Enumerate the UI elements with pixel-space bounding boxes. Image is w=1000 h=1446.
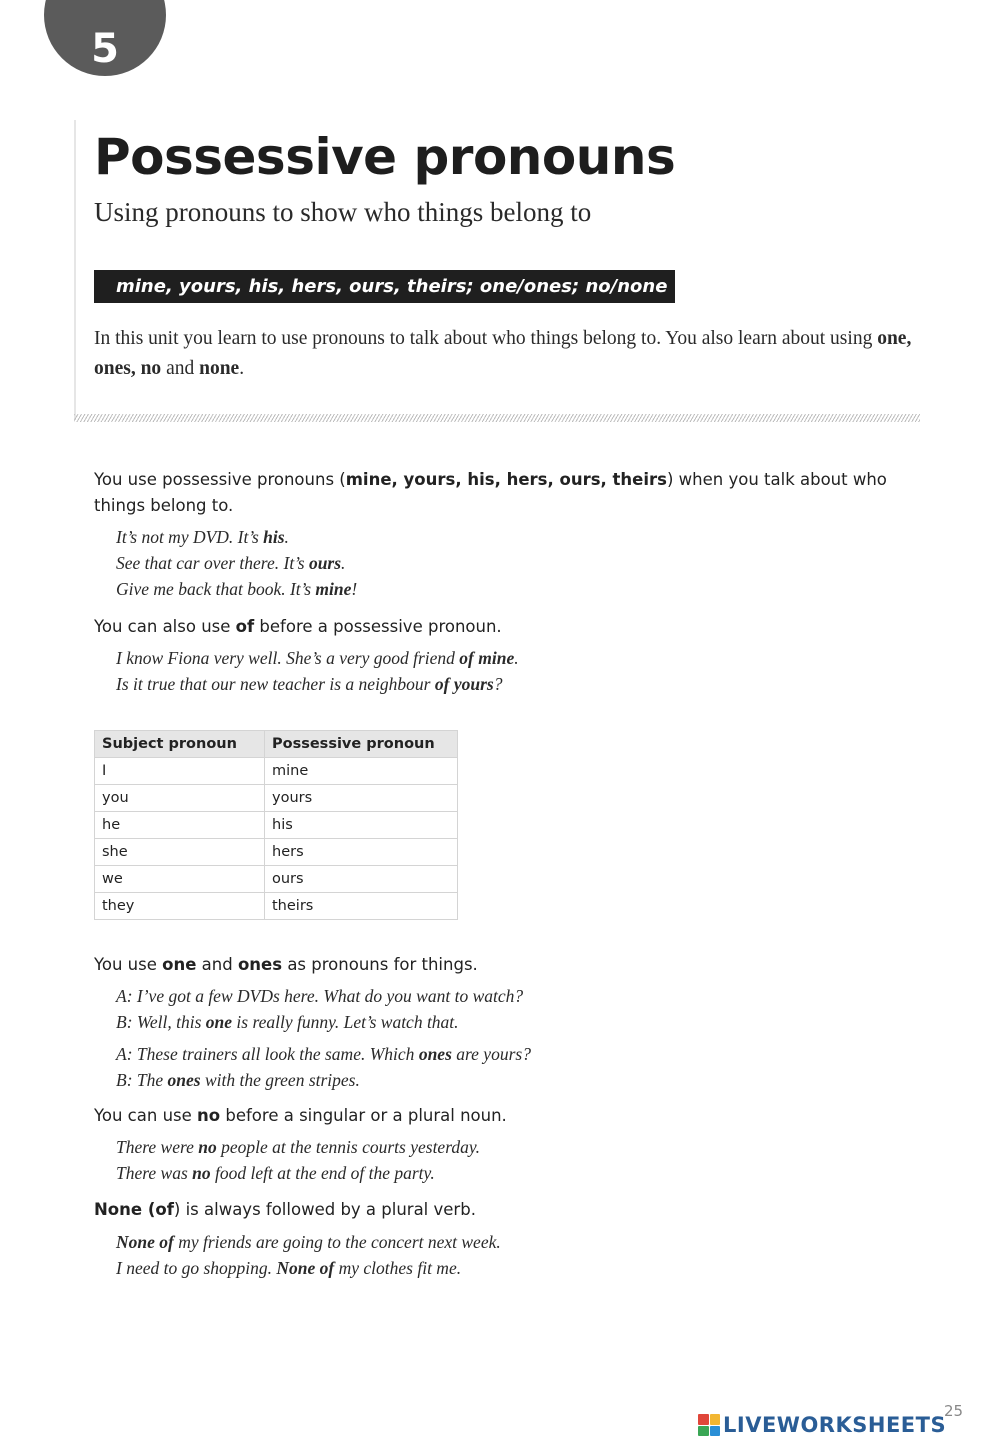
example-text: A: I’ve got a few DVDs here. What do you want to watch?: [116, 986, 524, 1006]
example-bold: one: [205, 1012, 233, 1032]
example-text: See that car over there. It’s: [116, 553, 309, 573]
rule-text: You use possessive pronouns (: [94, 470, 346, 489]
unit-badge: [44, 0, 166, 76]
rule-bold: ones: [237, 955, 283, 974]
table-row: [95, 758, 458, 785]
table-cell: we: [95, 866, 265, 893]
example-bold: ones: [418, 1044, 452, 1064]
table-cell: yours: [265, 785, 458, 812]
intro-text: In this unit you learn to use pronouns to talk about who things belong to. You also learn about using: [94, 328, 878, 349]
logo-square: [710, 1414, 721, 1425]
rule-of-possessive: [94, 614, 502, 640]
rule-text: You can also use: [94, 617, 236, 636]
table-cell: they: [95, 893, 265, 920]
table-cell: you: [95, 785, 265, 812]
rule-text: ) when you talk about who things belong to.: [94, 470, 887, 515]
rule-text: is always followed by a plural verb.: [180, 1200, 476, 1219]
example-line: [116, 1255, 461, 1281]
rule-text: You can use: [94, 1106, 198, 1125]
example-bold: of mine: [459, 648, 515, 668]
example-line: [116, 645, 519, 671]
rule-text: as pronouns for things.: [282, 955, 478, 974]
topic-banner: mine, yours, his, hers, ours, theirs; one/ones; no/none: [94, 270, 675, 303]
logo-square: [710, 1426, 721, 1437]
example-line: [116, 576, 357, 602]
unit-number: 5: [91, 26, 119, 72]
logo-square: [698, 1426, 709, 1437]
rule-bold: one: [162, 955, 197, 974]
example-text: food left at the end of the party.: [210, 1163, 435, 1183]
example-text: ?: [493, 674, 503, 694]
table-cell: ours: [265, 866, 458, 893]
example-line: [116, 524, 289, 550]
rule-bold: mine, yours, his, hers, ours, theirs: [345, 470, 667, 489]
table-cell: his: [265, 812, 458, 839]
example-text: is really funny. Let’s watch that.: [232, 1012, 459, 1032]
intro-text: and: [161, 358, 200, 379]
logo-icon: [698, 1414, 720, 1436]
rule-text: before a singular or a plural noun.: [220, 1106, 507, 1125]
rule-text: before a possessive pronoun.: [254, 617, 502, 636]
table-cell: hers: [265, 839, 458, 866]
rule-text: ): [173, 1200, 181, 1219]
logo-square: [698, 1414, 709, 1425]
example-line: [116, 1229, 501, 1255]
table-header: Possessive pronoun: [265, 731, 458, 758]
table-cell: he: [95, 812, 265, 839]
logo-text: LIVEWORKSHEETS: [723, 1413, 947, 1437]
example-text: with the green stripes.: [200, 1070, 360, 1090]
page-number: 25: [944, 1402, 964, 1420]
table-cell: I: [95, 758, 265, 785]
example-line: [116, 1160, 435, 1186]
example-line: [116, 983, 523, 1009]
pronoun-table: [94, 730, 458, 920]
example-text: .: [284, 527, 289, 547]
example-text: .: [341, 553, 346, 573]
table-row: [95, 812, 458, 839]
example-bold: ones: [167, 1070, 201, 1090]
page-title: Possessive pronouns: [94, 128, 676, 186]
table-row: [95, 866, 458, 893]
example-text: A: These trainers all look the same. Which: [116, 1044, 419, 1064]
table-header-row: [95, 731, 458, 758]
table-cell: theirs: [265, 893, 458, 920]
example-bold: None of: [116, 1232, 174, 1252]
example-line: [116, 671, 502, 697]
example-line: [116, 1067, 360, 1093]
table-cell: she: [95, 839, 265, 866]
example-text: B: Well, this: [116, 1012, 206, 1032]
rule-none: [94, 1197, 476, 1223]
example-bold: ours: [308, 553, 342, 573]
example-text: I need to go shopping.: [116, 1258, 277, 1278]
rule-bold: of: [235, 617, 255, 636]
example-bold: no: [198, 1137, 217, 1157]
example-line: [116, 550, 345, 576]
table-header: Subject pronoun: [95, 731, 265, 758]
rule-possessive: [94, 467, 914, 519]
table-cell: mine: [265, 758, 458, 785]
example-text: my clothes fit me.: [334, 1258, 462, 1278]
example-text: Give me back that book. It’s: [116, 579, 316, 599]
example-bold: his: [263, 527, 285, 547]
example-bold: mine: [315, 579, 352, 599]
rule-text: You use: [94, 955, 163, 974]
example-bold: of yours: [434, 674, 494, 694]
intro-paragraph: [94, 324, 934, 384]
rule-no: [94, 1103, 507, 1129]
example-text: .: [514, 648, 519, 668]
example-text: my friends are going to the concert next week.: [173, 1232, 501, 1252]
example-text: B: The: [116, 1070, 168, 1090]
example-line: [116, 1134, 480, 1160]
example-text: are yours?: [451, 1044, 531, 1064]
rule-bold: None (of: [94, 1200, 174, 1219]
example-text: There was: [116, 1163, 193, 1183]
example-bold: None of: [276, 1258, 335, 1278]
intro-bold: none: [199, 358, 240, 379]
rule-one-ones: [94, 952, 478, 978]
table-row: [95, 893, 458, 920]
example-text: There were: [116, 1137, 199, 1157]
example-line: [116, 1041, 531, 1067]
table-row: [95, 839, 458, 866]
example-line: [116, 1009, 459, 1035]
example-text: people at the tennis courts yesterday.: [216, 1137, 481, 1157]
rule-bold: no: [197, 1106, 221, 1125]
page-subtitle: Using pronouns to show who things belong to: [94, 197, 592, 227]
example-text: !: [351, 579, 358, 599]
rule-text: and: [196, 955, 238, 974]
side-rule: [74, 120, 76, 420]
example-text: It’s not my DVD. It’s: [116, 527, 264, 547]
example-text: I know Fiona very well. She’s a very good friend: [116, 648, 460, 668]
intro-text: .: [239, 358, 245, 379]
example-text: Is it true that our new teacher is a neighbour: [116, 674, 435, 694]
liveworksheets-logo[interactable]: [698, 1410, 946, 1440]
example-bold: no: [192, 1163, 211, 1183]
section-divider: [74, 414, 920, 422]
intro-bold: one, ones, no: [94, 328, 912, 379]
table-row: [95, 785, 458, 812]
